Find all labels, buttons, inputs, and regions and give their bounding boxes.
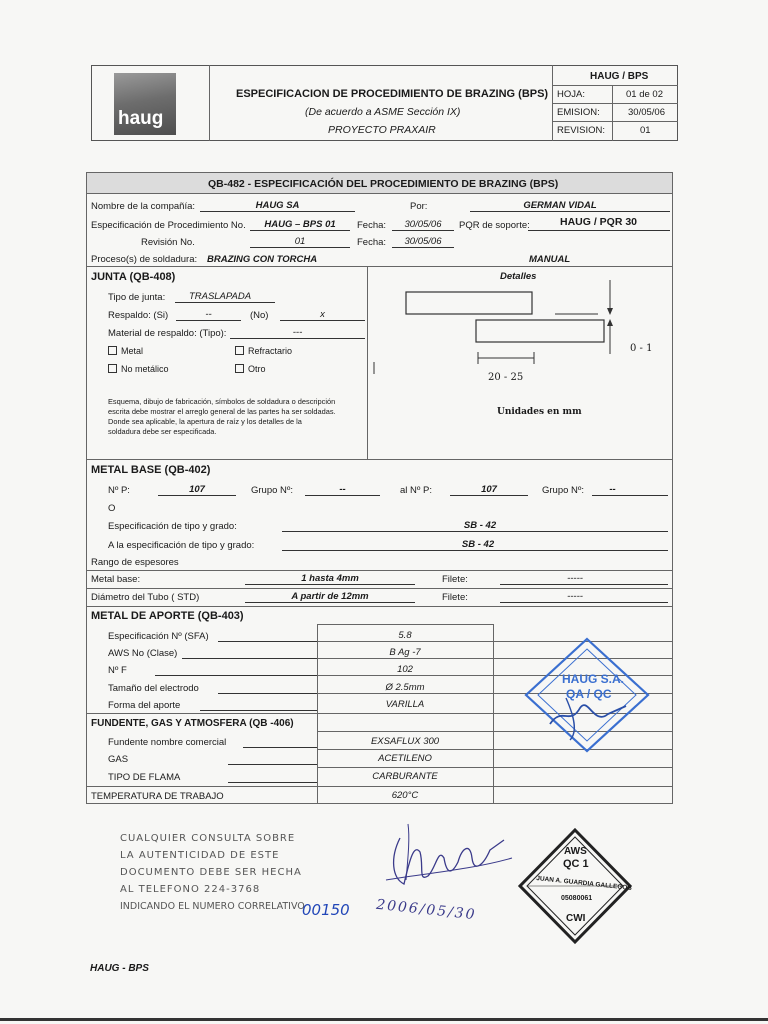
por-label: Por: [410, 201, 428, 212]
doc-title: ESPECIFICACION DE PROCEDIMIENTO DE BRAZING (BPS) [236, 88, 549, 100]
material-value: --- [292, 327, 303, 338]
rango-label: Rango de espesores [91, 557, 179, 568]
respaldo-si: -- [205, 309, 212, 320]
metal-base-title: METAL BASE (QB-402) [91, 464, 211, 476]
material-label: Material de respaldo: (Tipo): [108, 328, 227, 339]
grupo-label: Grupo Nº: [251, 485, 294, 496]
junta-title: JUNTA (QB-408) [91, 271, 176, 283]
hoja-value: 01 de 02 [626, 89, 663, 100]
revision-value: 01 [640, 125, 651, 136]
filete2-value: ----- [567, 591, 583, 602]
al-np-value: 107 [481, 484, 497, 495]
pqr-value: HAUG / PQR 30 [560, 216, 638, 228]
gas-label: GAS [108, 754, 129, 765]
form-title: QB-482 - ESPECIFICACIÓN DEL PROCEDIMIENTO DE BRAZING (BPS) [208, 178, 559, 190]
tamano-value: Ø 2.5mm [385, 682, 425, 693]
process-mode: MANUAL [529, 254, 571, 265]
spec2-value: SB - 42 [461, 539, 495, 550]
signature [380, 818, 520, 894]
flama-label: TIPO DE FLAMA [108, 772, 181, 783]
diametro-label: Diámetro del Tubo ( STD) [91, 592, 200, 603]
bottom-edge [0, 1018, 768, 1021]
cwi-qc: QC 1 [563, 858, 589, 870]
sfa-value: 5.8 [398, 630, 412, 641]
al-np-label: al Nº P: [400, 485, 432, 496]
rev-label: Revisión No. [141, 237, 195, 248]
tamano-label: Tamaño del electrodo [108, 683, 199, 694]
flama-value: CARBURANTE [372, 771, 438, 782]
metal-base-label: Metal base: [91, 574, 141, 585]
filete-label: Filete: [442, 574, 468, 585]
spec-label: Especificación de Procedimiento No. [91, 220, 246, 231]
fecha-value-1: 30/05/06 [404, 219, 442, 230]
checkbox-refractario[interactable]: Refractario [235, 346, 292, 356]
checkbox-otro[interactable]: Otro [235, 364, 266, 374]
fundente-value: EXSAFLUX 300 [370, 736, 440, 747]
fecha-label-2: Fecha: [357, 237, 387, 248]
logo-text: haug [118, 108, 164, 129]
respaldo-no-label: (No) [250, 310, 269, 321]
correlativo-number: 00150 [302, 901, 350, 919]
temp-label: TEMPERATURA DE TRABAJO [91, 791, 224, 802]
diametro-value: A partir de 12mm [291, 591, 369, 602]
fundente-label: Fundente nombre comercial [108, 737, 227, 748]
np-value: 107 [189, 484, 205, 495]
authenticity-stamp: CUALQUIER CONSULTA SOBRE LA AUTENTICIDAD DE ESTE DOCUMENTO DEBE SER HECHA AL TELEFONO 224-3768 INDICANDO EL NUMERO CORRELATIVO [120, 833, 305, 912]
nf-label: Nº F [108, 665, 127, 676]
spec-value: HAUG – BPS 01 [264, 219, 336, 230]
respaldo-no: x [320, 309, 325, 320]
doc-subtitle: (De acuerdo a ASME Sección IX) [305, 106, 461, 118]
project-name: PROYECTO PRAXAIR [328, 124, 436, 136]
cwi-number: 05080061 [561, 895, 593, 902]
aws-value: B Ag -7 [389, 647, 421, 658]
temp-value: 620°C [391, 790, 419, 801]
tipo-junta-label: Tipo de junta: [108, 292, 166, 303]
page-footer: HAUG - BPS [90, 963, 149, 974]
revision-label: REVISION: [557, 125, 606, 136]
grupo2-value: -- [609, 484, 616, 495]
company-value: HAUG SA [255, 200, 300, 211]
hoja-label: HOJA: [557, 89, 585, 100]
company-label: Nombre de la compañía: [91, 201, 196, 212]
sfa-label: Especificación Nº (SFA) [108, 631, 209, 642]
filete2-label: Filete: [442, 592, 468, 603]
np-label: Nº P: [108, 485, 130, 496]
process-label: Proceso(s) de soldadura: [91, 254, 198, 265]
tipo-junta-value: TRASLAPADA [188, 291, 252, 302]
metal-base-value: 1 hasta 4mm [301, 573, 359, 584]
checkbox-no-metalico[interactable]: No metálico [108, 364, 169, 374]
nf-value: 102 [397, 664, 413, 675]
emision-label: EMISION: [557, 107, 600, 118]
cwi-label: CWI [566, 913, 586, 924]
stamp-line-2: QA / QC [566, 687, 612, 701]
stamp-line-1: HAUG S.A. [562, 672, 625, 686]
spec2-label: A la especificación de tipo y grado: [108, 540, 255, 551]
grupo-value: -- [339, 484, 346, 495]
spec-tipo-value: SB - 42 [463, 520, 497, 531]
dim-gap: 0 - 1 [630, 343, 653, 354]
forma-value: VARILLA [385, 699, 425, 710]
o-label: O [108, 503, 116, 514]
aporte-title: METAL DE APORTE (QB-403) [91, 610, 244, 622]
grupo2-label: Grupo Nº: [542, 485, 585, 496]
dim-overlap: 20 - 25 [488, 372, 524, 383]
por-value: GERMAN VIDAL [523, 200, 597, 211]
handwritten-date: 2006/05/30 [375, 896, 478, 924]
checkbox-metal[interactable]: Metal [108, 346, 143, 356]
fundente-title: FUNDENTE, GAS Y ATMOSFERA (QB -406) [91, 718, 294, 729]
emision-value: 30/05/06 [628, 107, 665, 118]
doc-code: HAUG / BPS [590, 71, 649, 82]
fecha-value-2: 30/05/06 [404, 236, 442, 247]
respaldo-label: Respaldo: (Si) [108, 310, 169, 321]
filete-value: ----- [567, 573, 583, 584]
rev-value: 01 [294, 236, 306, 247]
joint-sketch [372, 276, 668, 458]
fecha-label-1: Fecha: [357, 220, 387, 231]
spec-tipo-label: Especificación de tipo y grado: [108, 521, 237, 532]
process-value: BRAZING CON TORCHA [207, 254, 318, 265]
cwi-name: JUAN A. GUARDIA GALLEGOS [535, 875, 633, 892]
details-label: Detalles [500, 271, 537, 282]
gas-value: ACETILENO [378, 753, 432, 764]
cwi-aws: AWS [564, 846, 587, 857]
junta-note: Esquema, dibujo de fabricación, símbolos de soldadura o descripción escrita debe mostrar el arreglo general de las partes ha ser soldadas. Donde sea aplicable, la apertura de raíz y los detalles de la soldadura debe ser especificada. [108, 397, 336, 436]
units-label: Unidades en mm [497, 407, 582, 417]
aws-label: AWS No (Clase) [108, 648, 178, 659]
forma-label: Forma del aporte [108, 700, 181, 711]
pqr-label: PQR de soporte: [459, 220, 530, 231]
